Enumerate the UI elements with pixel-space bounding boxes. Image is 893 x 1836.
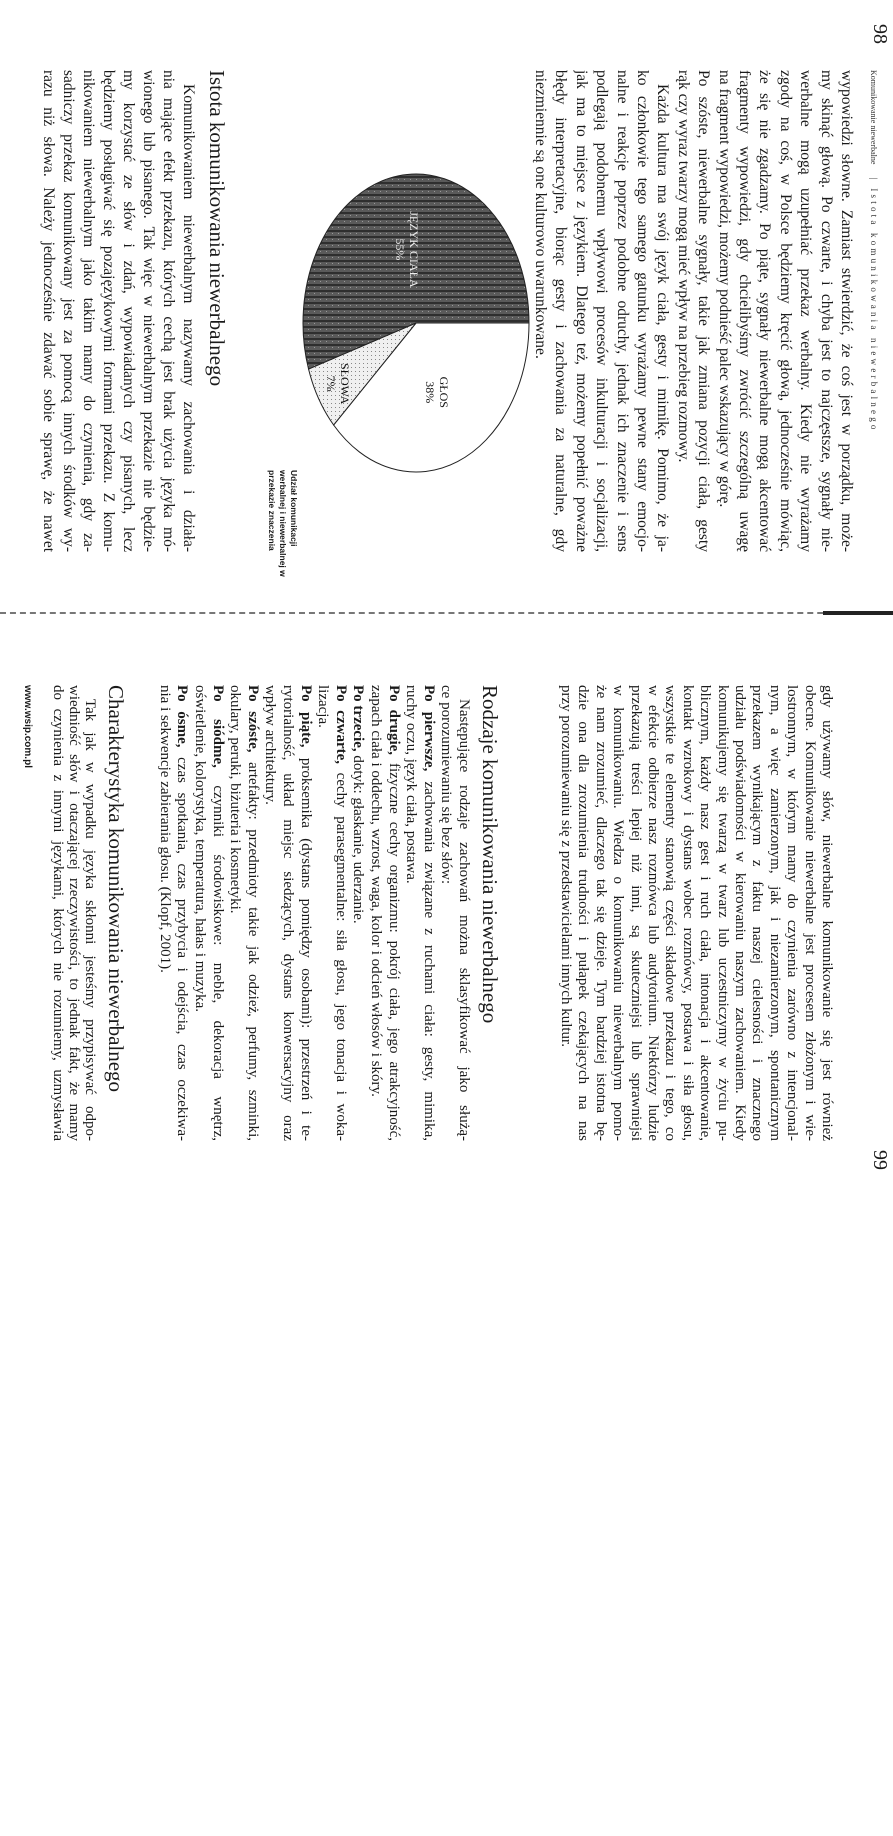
list-item-text: lizacja. xyxy=(315,685,332,728)
text-line: komunikujemy się twarzą w twarz lub uczestniczymy w życiu pu- xyxy=(714,685,731,1141)
text-line: Tak jak w wypadku języka skłonni jesteśmy przypisywać odpo- xyxy=(82,699,98,1141)
text-line: gdy używamy słów, niewerbalne komunikowanie się jest również xyxy=(819,685,835,1141)
text-line: blicznym, każdy nasz gest i ruch ciała, intonacja i akcentowanie, xyxy=(697,685,714,1141)
list-item-lead: Po drugie, xyxy=(385,685,402,756)
text-line xyxy=(155,685,173,1141)
page-number-right: 99 xyxy=(869,1150,891,1170)
text-line: przy porozumiewaniu się z przedstawicielami innych kultur. xyxy=(557,685,574,1047)
text-line xyxy=(208,685,226,1141)
text-line: Po szóste, niewerbalne sygnały, takie jak zmiana pozycji ciała, gesty xyxy=(695,70,713,552)
pie-value-label: 55% xyxy=(393,238,408,261)
list-item-text: dotyk: głaskanie, uderzanie. xyxy=(350,751,367,924)
text-line: na fragment wypowiedzi, możemy podnieść palec wskazujący w górę. xyxy=(715,70,733,508)
list-item-lead: Po szóste, xyxy=(244,685,261,753)
text-line: będziemy posługiwać się pozajęzykowymi formami przekazu. Z komu- xyxy=(100,70,117,552)
text-line: sadniczy przekaz komunikowany jest za pomocą innych środków wy- xyxy=(60,70,77,552)
list-item-lead: Po siódme, xyxy=(209,685,226,768)
list-item-text: ruchy oczu, język ciała, postawa. xyxy=(403,685,420,884)
pie-label: JĘZYK CIAŁA xyxy=(407,211,422,288)
text-line xyxy=(296,685,314,1141)
section-heading-charakterystyka: Charakterystyka komunikowania niewerbalnego xyxy=(104,685,128,1093)
text-line: udziału podświadomości w kierowaniu naszym zachowaniem. Kiedy xyxy=(731,685,748,1141)
list-item-text: Następujące rodzaje zachowań można sklasyfikować jako służą- xyxy=(456,699,472,1141)
pie-label: SŁOWA xyxy=(338,363,353,405)
text-line: Każda kultura ma swój język ciała, gesty i mimikę. Pomimo, że ja- xyxy=(654,84,672,552)
text-line: Komunikowaniem niewerbalnym nazywamy zachowania i działa- xyxy=(180,84,197,552)
text-line: ko członkowie tego samego gatunku wyrażamy pewne stany emocjo- xyxy=(633,70,651,552)
text-line: błędy interpretacyjne, biorąc gesty i zachowania za naturalne, gdy xyxy=(552,70,570,552)
pie-label: GŁOS xyxy=(436,376,451,408)
text-line xyxy=(243,685,261,1141)
text-line: rąk czy wyraz twarzy mogą mieć wpływ na przebieg rozmowy. xyxy=(674,70,692,463)
list-item-lead: Po piąte, xyxy=(297,685,314,748)
section-heading-rodzaje: Rodzaje komunikowania niewerbalnego xyxy=(478,685,502,1024)
text-line: wionego lub pisanego. Tak więc w niewerbalnym przekazie nie będzie- xyxy=(140,70,157,552)
list-item-lead: Po ósme, xyxy=(174,685,191,748)
pie-value-label: 7% xyxy=(324,375,339,392)
text-line: nym, a więc zamierzonym, jak i niezamierzonym, spontanicznym xyxy=(766,685,783,1141)
pie-value-label: 38% xyxy=(422,381,437,404)
text-line: nalne i reakcje poprzez podobne odruchy, jednak ich znaczenie i sens xyxy=(613,70,631,552)
text-line: obecne. Komunikowanie niewerbalne jest procesem złożonym i wie- xyxy=(801,685,818,1141)
text-line: wypowiedzi słowne. Zamiast stwierdzić, że coś jest w porządku, może- xyxy=(838,70,855,552)
text-line xyxy=(402,685,420,1141)
list-item-text: proksemika (dystans pomiędzy osobami): przestrzeń i te- xyxy=(297,747,314,1141)
text-line xyxy=(191,685,209,1141)
list-item-text: zapach ciała i oddechu, wzrost, waga, kolor i odcień włosów i skóry. xyxy=(368,685,385,1097)
text-line: kontakt wzrokowy i dystans wobec rozmówcy, postawa i siła głosu, xyxy=(679,685,696,1141)
body-text-left-top xyxy=(530,70,857,552)
text-line: że się nie zgadzamy. Po piąte, sygnały niewerbalne mogą akcentować xyxy=(756,70,774,552)
text-line: fragmenty wypowiedzi, gdy chcielibyśmy zwrócić szczególną uwagę xyxy=(735,70,753,552)
text-line: w komunikowaniu. Wiedza o komunikowaniu niewerbalnym pomo- xyxy=(610,685,627,1141)
text-line xyxy=(173,685,191,1141)
text-line xyxy=(419,685,437,1141)
list-item-text: czas spotkania, czas przybycia i odejścia, czas oczekiwa- xyxy=(174,747,191,1141)
text-line xyxy=(366,685,384,1141)
text-line xyxy=(384,685,402,1141)
text-line: nikowaniem niewerbalnym jako takim mamy do czynienia, gdy za- xyxy=(80,70,97,552)
text-line: nia mające efekt przekazu, których cechą jest brak użycia języka mó- xyxy=(160,70,177,552)
chart-caption: Udział komunikacji werbalnej i niewerbalnej w przekazie znaczenia xyxy=(267,470,299,577)
list-item-lead: Po czwarte, xyxy=(332,685,349,765)
list-item-text: cechy parasegmentalne: siła głosu, jego tonacja i woka- xyxy=(332,764,349,1141)
section-heading-istota: Istota komunikowania niewerbalnego xyxy=(205,70,229,387)
list-item-text: fizyczne cechy organizmu: pokrój ciała, jego atrakcyjność, xyxy=(385,755,402,1141)
page-gutter-shadow xyxy=(823,611,893,615)
text-line: przekazem wynikającym z faktu naszej cielesności i znacznego xyxy=(749,685,766,1141)
text-line xyxy=(314,685,332,1141)
text-line xyxy=(437,685,455,1141)
list-item-text: zachowania związane z ruchami ciała: gesty, mimika, xyxy=(420,771,437,1141)
text-line: zgody na coś, w Polsce będziemy kręcić głową, jednocześnie mówiąc, xyxy=(776,70,794,552)
list-item-lead: Po pierwsze, xyxy=(420,685,437,772)
list-item-text: oświetlenie, kolorystyka, temperatura, hałas i muzyka. xyxy=(192,685,209,1012)
body-text-left-bottom xyxy=(38,70,198,552)
page-gutter-divider xyxy=(0,612,893,614)
text-line: przekazują treści lepiej niż inni, są skuteczniejsi lub sprawniejsi xyxy=(627,685,644,1141)
header-separator: | xyxy=(869,177,879,183)
text-line: dzie ona dla zrozumienia trudności i pułapek czekających na nas xyxy=(575,685,592,1141)
header-chapter: Istota komunikowania niewerbalnego xyxy=(869,188,879,433)
text-line: wiedniość słów i otaczającej rzeczywistości, to jednak fakt, że mamy xyxy=(66,685,82,1141)
text-line: w efekcie odbierze nasz rozmówca lub audytorium. Niektórzy ludzie xyxy=(644,685,661,1141)
footer-url: www.wsip.com.pl xyxy=(22,685,33,768)
body-text-right-top xyxy=(557,685,836,1141)
list-item-text: artefakty: przedmioty takie jak odzież, perfumy, szminki, xyxy=(244,752,261,1141)
text-line: że nam zrozumieć, dlaczego tak się dzieje. Tym bardziej istotna bę- xyxy=(592,685,609,1141)
list-item-lead: Po trzecie, xyxy=(350,685,367,752)
header-section: Komunikowanie niewerbalne xyxy=(869,70,878,165)
text-line: niezmiennie są one kulturowo uwarunkowane. xyxy=(531,70,549,359)
body-text-right-bottom xyxy=(50,685,98,1141)
text-line: do czynienia z innymi językami, których nie rozumiemy, uzmysławia xyxy=(50,685,66,1141)
text-line: my skinąć głową. Po czwarte, i chyba jest to najczęstsze, sygnały nie- xyxy=(817,70,835,552)
list-item-text: wpływ architektury. xyxy=(262,685,279,805)
text-line: wszystkie te elementy stanowią części składowe przekazu i tego, co xyxy=(662,685,679,1141)
page-number-left: 98 xyxy=(869,24,891,44)
text-line xyxy=(226,685,244,1141)
list-item-text: okulary, peruki, biżuteria i kosmetyki. xyxy=(227,685,244,914)
list-item-text: nia i sekwencje zabierania głosu. (Klopf, 2001). xyxy=(156,685,173,973)
text-line: podlegają podobnemu wpływowi procesów inkulturacji i socjalizacji, xyxy=(593,70,611,552)
text-line xyxy=(331,685,349,1141)
text-line: razu niż słowa. Należy jednocześnie zdawać sobie sprawę, że nawet xyxy=(40,70,57,552)
text-line xyxy=(349,685,367,1141)
pie-chart xyxy=(299,170,533,476)
text-line xyxy=(454,685,472,1141)
text-line xyxy=(261,685,279,1141)
types-list xyxy=(155,685,472,1141)
text-line: lostronnym, w którym mamy do czynienia zarówno z intencjonal- xyxy=(784,685,801,1141)
text-line: jak ma to miejsce z językiem. Dlatego też, możemy popełnić poważne xyxy=(572,70,590,552)
list-item-text: ce porozumiewaniu się bez słów: xyxy=(438,685,455,885)
list-item-text: rytorialność, układ miejsc siedzących, dystans konwersacyjny oraz xyxy=(280,685,297,1141)
running-header xyxy=(869,70,879,433)
text-line xyxy=(278,685,296,1141)
text-line: werbalne mogą uzupełniać przekaz werbalny. Kiedy nie wyrażamy xyxy=(797,70,815,552)
text-line: my korzystać ze słów i zdań, wypowiadanych czy pisanych, lecz xyxy=(120,70,137,552)
list-item-text: czynniki środowiskowe: meble, dekoracja wnętrz, xyxy=(209,767,226,1141)
